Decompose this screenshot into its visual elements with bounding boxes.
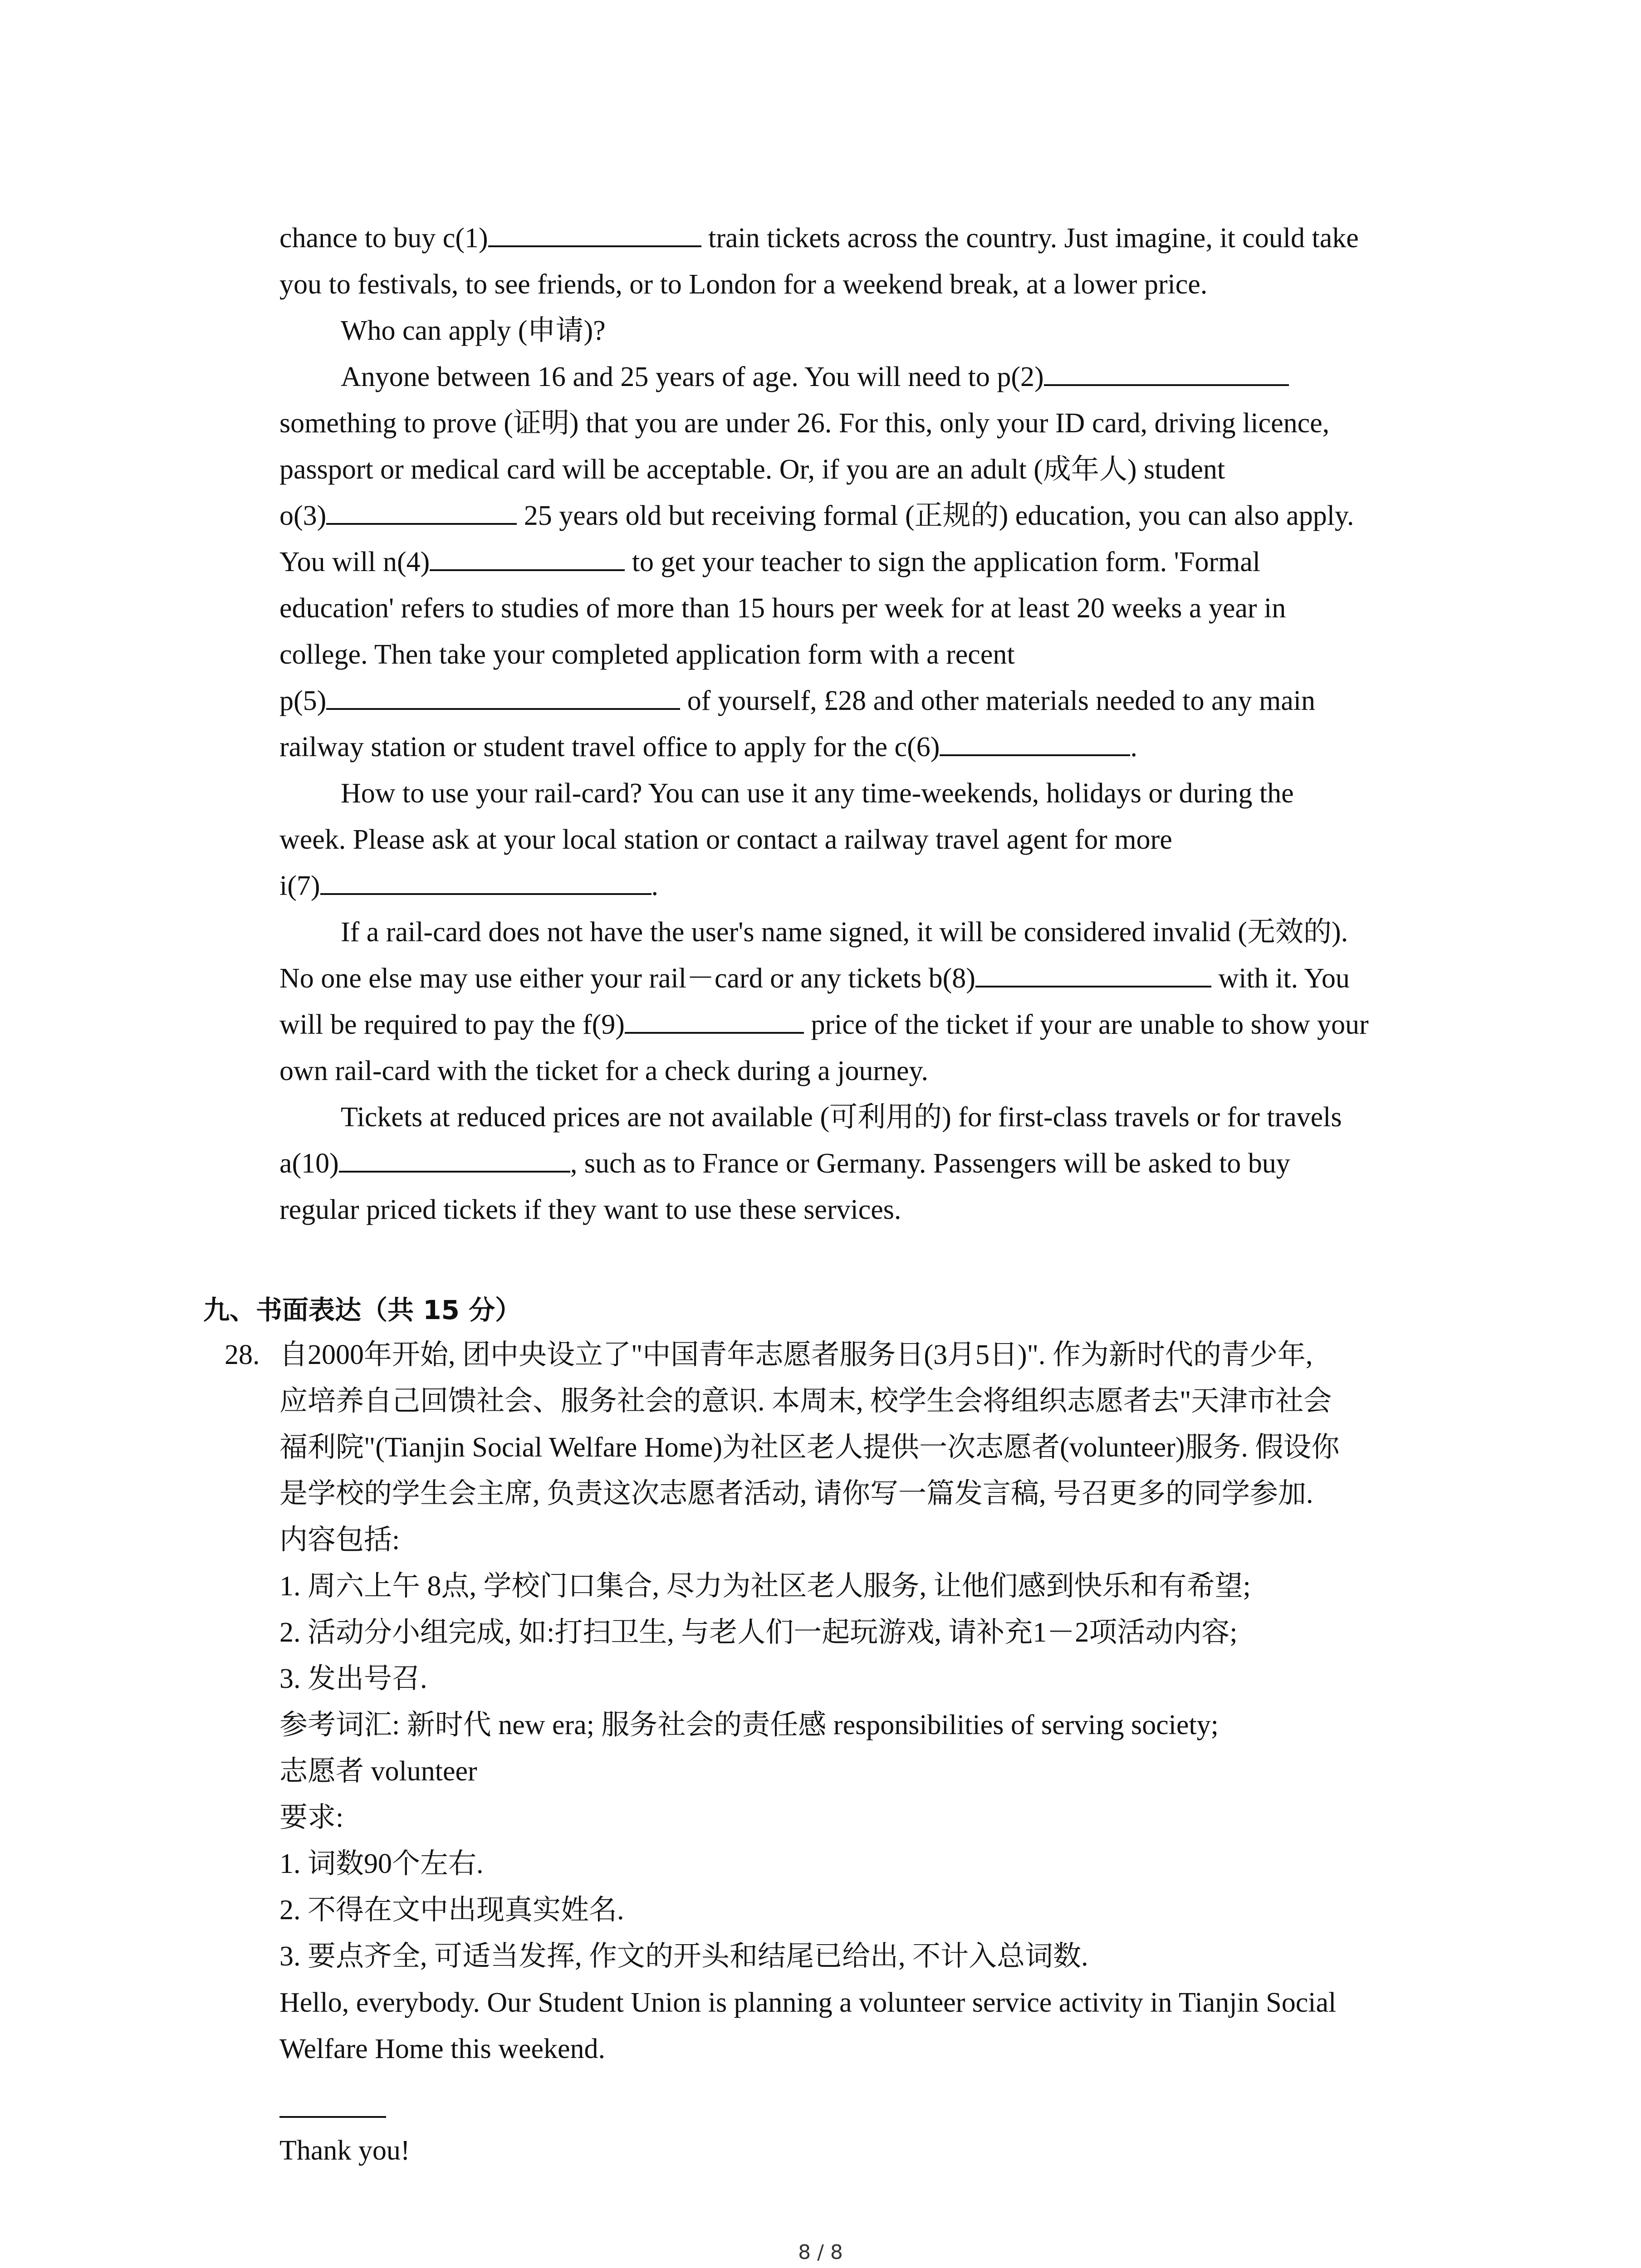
task-line: 2. 活动分小组完成, 如:打扫卫生, 与老人们一起玩游戏, 请补充1－2项活动内容; bbox=[279, 1617, 1238, 1648]
passage-line: own rail-card with the ticket for a check during a journey. bbox=[279, 1056, 929, 1086]
passage-line: railway station or student travel office to apply for the c(6) . bbox=[279, 724, 1473, 770]
task-line: 2. 不得在文中出现真实姓名. bbox=[279, 1895, 624, 1926]
passage-line: education' refers to studies of more than 15 hours per week for at least 20 weeks a year in bbox=[279, 593, 1286, 624]
task-line: 志愿者 volunteer bbox=[279, 1756, 477, 1787]
essay-closing: Thank you! bbox=[279, 2135, 410, 2166]
passage-line: i(7) . bbox=[279, 863, 1473, 909]
writing-task bbox=[279, 1332, 1473, 2072]
passage-line: How to use your rail-card? You can use it any time-weekends, holidays or during the bbox=[341, 778, 1294, 809]
task-line: 自2000年开始, 团中央设立了"中国青年志愿者服务日(3月5日)". 作为新时代的青少年, bbox=[279, 1339, 1313, 1370]
answer-blank-2[interactable] bbox=[1044, 357, 1289, 386]
passage-line: o(3) 25 years old but receiving formal (正规的) education, you can also apply. bbox=[279, 493, 1473, 539]
task-line: 1. 周六上午 8点, 学校门口集合, 尽力为社区老人服务, 让他们感到快乐和有希望; bbox=[279, 1571, 1251, 1602]
passage-line: passport or medical card will be acceptable. Or, if you are an adult (成年人) student bbox=[279, 454, 1225, 485]
task-line: 3. 发出号召. bbox=[279, 1663, 427, 1694]
answer-blank-5[interactable] bbox=[326, 681, 680, 710]
passage-line: regular priced tickets if they want to use these services. bbox=[279, 1194, 901, 1225]
passage-line: a(10) , such as to France or Germany. Passengers will be asked to buy bbox=[279, 1140, 1473, 1187]
task-line: 3. 要点齐全, 可适当发挥, 作文的开头和结尾已给出, 不计入总词数. bbox=[279, 1941, 1088, 1972]
task-line: 要求: bbox=[279, 1802, 344, 1833]
passage-line: You will n(4) to get your teacher to sign the application form. 'Formal bbox=[279, 539, 1473, 585]
passage-line: No one else may use either your rail－card or any tickets b(8) with it. You bbox=[279, 955, 1473, 1002]
passage-line: week. Please ask at your local station or contact a railway travel agent for more bbox=[279, 824, 1172, 855]
passage-subheading: Who can apply (申请)? bbox=[341, 315, 606, 346]
section-heading: 九、书面表达（共 15 分） bbox=[203, 1295, 522, 1325]
answer-blank-9[interactable] bbox=[625, 1005, 804, 1034]
passage-line: you to festivals, to see friends, or to London for a weekend break, at a lower price. bbox=[279, 269, 1208, 300]
passage-line: will be required to pay the f(9) price of the ticket if your are unable to show your bbox=[279, 1002, 1473, 1048]
passage-line: If a rail-card does not have the user's name signed, it will be considered invalid (无效的). bbox=[341, 917, 1348, 948]
task-line: 1. 词数90个左右. bbox=[279, 1848, 484, 1879]
task-line: 福利院"(Tianjin Social Welfare Home)为社区老人提供一次志愿者(volunteer)服务. 假设你 bbox=[279, 1432, 1340, 1463]
task-line: 内容包括: bbox=[279, 1525, 400, 1555]
answer-blank-7[interactable] bbox=[320, 866, 652, 895]
answer-blank-4[interactable] bbox=[430, 542, 625, 571]
task-line: 是学校的学生会主席, 负责这次志愿者活动, 请你写一篇发言稿, 号召更多的同学参加. bbox=[279, 1478, 1313, 1509]
question-number: 28. bbox=[225, 1339, 260, 1370]
passage-line: something to prove (证明) that you are under 26. For this, only your ID card, driving licence, bbox=[279, 408, 1330, 439]
answer-blank-6[interactable] bbox=[940, 727, 1130, 756]
task-line: 参考词汇: 新时代 new era; 服务社会的责任感 responsibilities of serving society; bbox=[279, 1710, 1219, 1740]
essay-opening: Hello, everybody. Our Student Union is planning a volunteer service activity in Tianjin Social bbox=[279, 1987, 1337, 2018]
passage-line: chance to buy c(1) train tickets across the country. Just imagine, it could take bbox=[279, 215, 1473, 261]
task-line: 应培养自己回馈社会、服务社会的意识. 本周末, 校学生会将组织志愿者去"天津市社会 bbox=[279, 1386, 1332, 1417]
answer-blank-3[interactable] bbox=[326, 496, 517, 525]
passage bbox=[279, 215, 1473, 1233]
answer-blank-10[interactable] bbox=[339, 1144, 570, 1173]
page-number: 8 / 8 bbox=[798, 2241, 843, 2264]
answer-blank-8[interactable] bbox=[975, 958, 1211, 987]
answer-blank-1[interactable] bbox=[488, 218, 701, 247]
essay-opening: Welfare Home this weekend. bbox=[279, 2033, 606, 2064]
passage-line: Anyone between 16 and 25 years of age. You will need to p(2) bbox=[279, 354, 1473, 400]
passage-line: college. Then take your completed application form with a recent bbox=[279, 639, 1015, 670]
passage-line: p(5) of yourself, £28 and other materials needed to any main bbox=[279, 678, 1473, 724]
passage-line: Tickets at reduced prices are not available (可利用的) for first-class travels or for travels bbox=[341, 1102, 1342, 1133]
writing-answer-line[interactable] bbox=[279, 2116, 386, 2118]
